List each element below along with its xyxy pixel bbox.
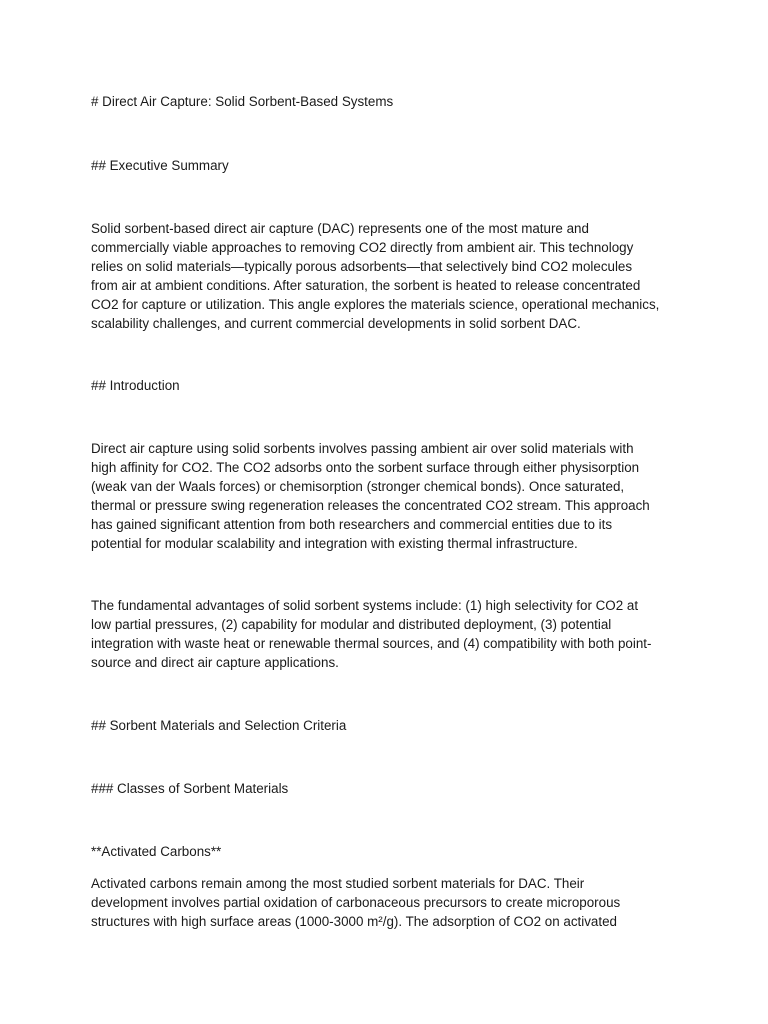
introduction-heading: ## Introduction [91, 378, 180, 393]
introduction-paragraph-2: The fundamental advantages of solid sorbent systems include: (1) high selectivity for CO2 at low partial pressures, (2) capability for modular and distributed deployment, (3) potential integration with waste heat or renewable thermal sources, and (4) compatibility with both point- source and direct air capture applications. [91, 598, 652, 670]
sorbent-classes-heading: ### Classes of Sorbent Materials [91, 781, 289, 796]
introduction-paragraph-1: Direct air capture using solid sorbents involves passing ambient air over solid materials with high affinity for CO2. The CO2 adsorbs onto the sorbent surface through either physisorption (weak van der Waals forces) or chemisorption (stronger chemical bonds). Once saturated, thermal or pressure swing regeneration releases the concentrated CO2 stream. This approach has gained significant attention from both researchers and commercial entities due to its potential for modular scalability and integration with existing thermal infrastructure. [91, 441, 650, 551]
sorbent-materials-heading: ## Sorbent Materials and Selection Criteria [91, 718, 347, 733]
activated-carbons-paragraph: Activated carbons remain among the most studied sorbent materials for DAC. Their development involves partial oxidation of carbonaceous precursors to create microporous structures with high surface areas (1000-3000 m²/g). The adsorption of CO2 on activated [91, 876, 621, 929]
activated-carbons-heading: **Activated Carbons** [91, 844, 222, 859]
document-title: # Direct Air Capture: Solid Sorbent-Based Systems [91, 94, 394, 109]
executive-summary-paragraph: Solid sorbent-based direct air capture (DAC) represents one of the most mature and commercially viable approaches to removing CO2 directly from ambient air. This technology relies on solid materials—typically porous adsorbents—that selectively bind CO2 molecules from air at ambient conditions. After saturation, the sorbent is heated to release concentrated CO2 for capture or utilization. This angle explores the materials science, operational mechanics, scalability challenges, and current commercial developments in solid sorbent DAC. [91, 221, 660, 331]
executive-summary-heading: ## Executive Summary [91, 158, 229, 173]
